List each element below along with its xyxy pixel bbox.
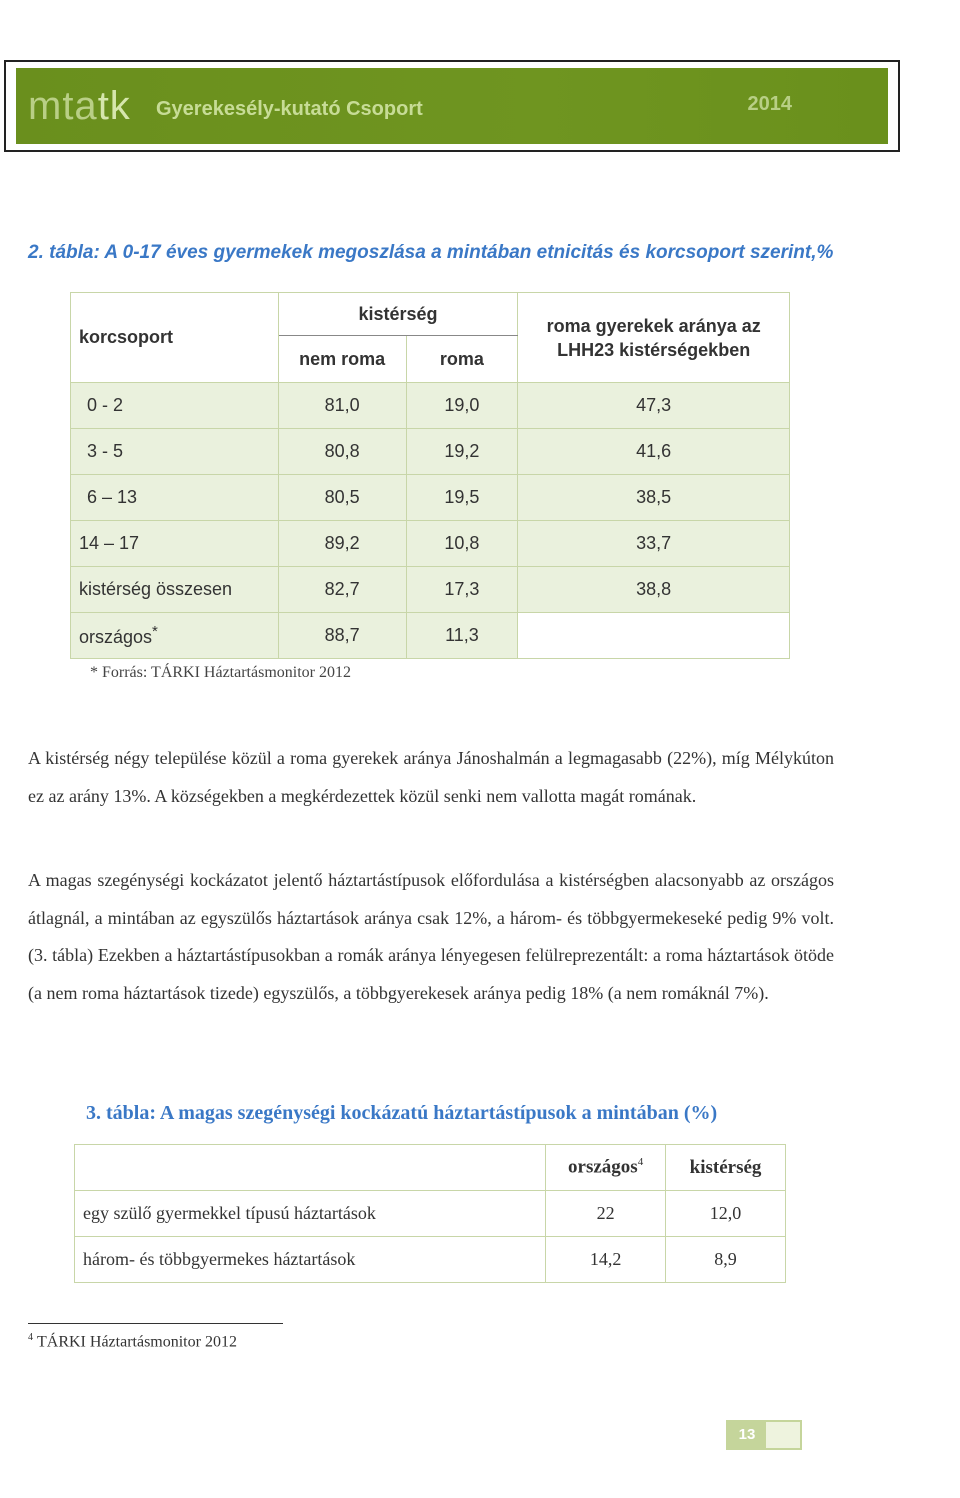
footnote	[28, 1332, 237, 1351]
cell-arany: 38,8	[518, 567, 790, 613]
page-number: 13	[728, 1422, 766, 1448]
cell-arany	[518, 613, 790, 659]
logo-accent: tk	[97, 84, 131, 128]
footnote-separator	[28, 1323, 283, 1324]
table1	[70, 292, 790, 659]
header-nem-roma: nem roma	[278, 336, 406, 383]
cell-nem-roma: 81,0	[278, 383, 406, 429]
row-label: három- és többgyermekes háztartások	[75, 1237, 546, 1283]
cell-roma: 17,3	[406, 567, 518, 613]
group-name: Gyerekesély-kutató Csoport	[156, 98, 423, 120]
table-row	[71, 521, 790, 567]
row-label: 3 - 5	[71, 429, 279, 475]
table1-header-row	[71, 293, 790, 336]
row-label: 0 - 2	[71, 383, 279, 429]
table-row	[75, 1237, 786, 1283]
header-korcsoport: korcsoport	[71, 293, 279, 383]
row-label: 14 – 17	[71, 521, 279, 567]
cell-nem-roma: 80,8	[278, 429, 406, 475]
table-row	[71, 613, 790, 659]
table2	[74, 1144, 786, 1283]
header-orszagos-text: országos	[568, 1156, 638, 1178]
row-label: kistérség összesen	[71, 567, 279, 613]
cell-kisterseg: 12,0	[666, 1191, 786, 1237]
cell-nem-roma: 88,7	[278, 613, 406, 659]
row-label-sup: *	[152, 623, 158, 640]
cell-arany: 47,3	[518, 383, 790, 429]
header-kisterseg: kistérség	[666, 1145, 786, 1191]
cell-roma: 19,2	[406, 429, 518, 475]
table-row	[71, 475, 790, 521]
header-kisterseg: kistérség	[278, 293, 518, 336]
cell-orszagos: 14,2	[546, 1237, 666, 1283]
table2-caption: 3. tábla: A magas szegénységi kockázatú háztartástípusok a mintában (%)	[86, 1102, 718, 1124]
header-roma-arany: roma gyerekek aránya az LHH23 kistérségekben	[518, 293, 790, 383]
paragraph-1: A kistérség négy települése közül a roma gyerekek aránya Jánoshalmán a legmagasabb (22%), míg Mélykúton ez az arány 13%. A községekben a megkérdezettek közül senki nem vallotta magát romának.	[28, 748, 834, 806]
footnote-text: TÁRKI Háztartásmonitor 2012	[37, 1333, 237, 1351]
footnote-ref: 4	[637, 1156, 644, 1169]
table1-source-note: * Forrás: TÁRKI Háztartásmonitor 2012	[90, 664, 351, 681]
cell-arany: 38,5	[518, 475, 790, 521]
cell-nem-roma: 89,2	[278, 521, 406, 567]
table-row	[71, 567, 790, 613]
header-empty	[75, 1145, 546, 1191]
table-row	[71, 429, 790, 475]
cell-kisterseg: 8,9	[666, 1237, 786, 1283]
row-label-text: országos	[79, 627, 153, 647]
mtatk-logo	[28, 84, 131, 129]
cell-arany: 33,7	[518, 521, 790, 567]
cell-roma: 19,5	[406, 475, 518, 521]
cell-nem-roma: 82,7	[278, 567, 406, 613]
table2-header-row	[75, 1145, 786, 1191]
header-roma: roma	[406, 336, 518, 383]
header-orszagos	[546, 1145, 666, 1191]
cell-roma: 11,3	[406, 613, 518, 659]
table-row	[71, 383, 790, 429]
row-label: 6 – 13	[71, 475, 279, 521]
cell-roma: 10,8	[406, 521, 518, 567]
cell-roma: 19,0	[406, 383, 518, 429]
row-label	[71, 613, 279, 659]
logo-main: mta	[28, 84, 98, 128]
paragraph-2: A magas szegénységi kockázatot jelentő háztartástípusok előfordulása a kistérségben alacsonyabb az országos átlagnál, a mintában az egyszülős háztartások aránya csak 12%, a három- és többgyermekeseké pedig 9% volt. (3. tábla) Ezekben a háztartástípusokban a romák aránya lényegesen felülreprezentált: a roma háztartások ötöde (a nem roma háztartások tizede) egyszülős, a többgyerekesek aránya pedig 18% (a nem romáknál 7%).	[28, 870, 834, 1003]
footnote-marker: 4	[28, 1332, 33, 1343]
table1-caption: 2. tábla: A 0-17 éves gyermekek megoszlása a mintában etnicitás és korcsoport szerint,%	[28, 242, 834, 263]
cell-orszagos: 22	[546, 1191, 666, 1237]
cell-nem-roma: 80,5	[278, 475, 406, 521]
header-banner	[16, 68, 888, 144]
row-label: egy szülő gyermekkel típusú háztartások	[75, 1191, 546, 1237]
header-year: 2014	[747, 93, 792, 115]
table-row	[75, 1191, 786, 1237]
page-number-box	[726, 1420, 802, 1450]
cell-arany: 41,6	[518, 429, 790, 475]
header-banner-frame	[4, 60, 900, 152]
